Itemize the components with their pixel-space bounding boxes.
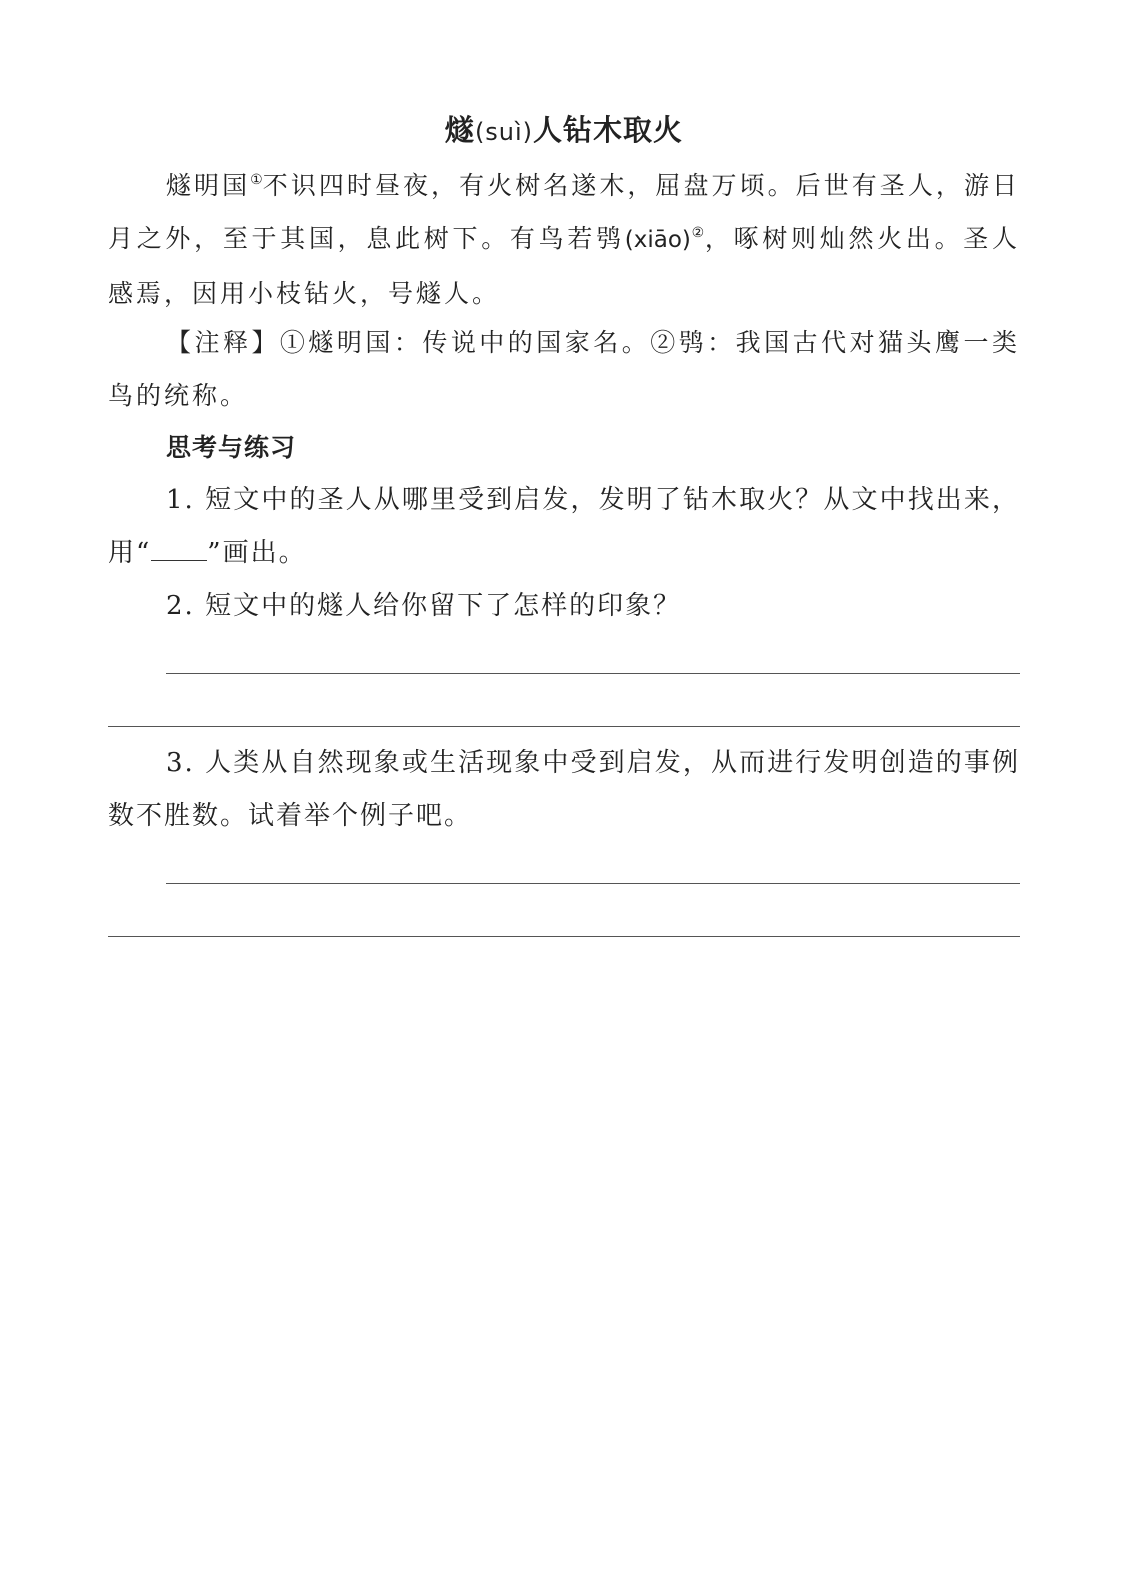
exercise-heading: 思考与练习 [166, 433, 297, 462]
passage-part3: ，啄树则灿然火出。圣人感焉，因用小枝钻火，号燧人。 [108, 224, 1020, 308]
title-rest: 人钻木取火 [533, 113, 684, 147]
title-pinyin: (suì) [474, 118, 534, 146]
question-1-text: 1. 短文中的圣人从哪里受到启发，发明了钻木取火？从文中找出来，用“ [108, 485, 1020, 568]
question-3: 3. 人类从自然现象或生活现象中受到启发，从而进行发明创造的事例数不胜数。试着举个例子吧。 [108, 748, 1020, 831]
page-title [0, 108, 1128, 154]
question-2: 2. 短文中的燧人给你留下了怎样的印象？ [166, 591, 682, 621]
answer-line-q3-2[interactable] [108, 936, 1020, 937]
passage-pinyin: (xiāo) [624, 227, 691, 253]
title-char: 燧 [444, 113, 475, 147]
footnote-marker-2: ② [690, 225, 705, 241]
question-1-tail: ”画出。 [207, 538, 307, 568]
annotation-note: 【注释】①燧明国：传说中的国家名。②鸮：我国古代对猫头鹰一类鸟的统称。 [108, 328, 1020, 410]
answer-blank-underline[interactable] [151, 534, 207, 561]
answer-line-q2-2[interactable] [108, 726, 1020, 727]
answer-line-q3-1[interactable] [166, 883, 1020, 884]
passage-part2: 不识四时昼夜，有火树名遂木，屈盘万顷。后世有圣人，游日月之外，至于其国，息此树下。有鸟若鸮 [108, 171, 1020, 253]
question-1 [108, 474, 1020, 580]
answer-line-q2-1[interactable] [166, 673, 1020, 674]
passage-part1: 燧明国 [166, 171, 251, 200]
passage-paragraph [108, 159, 1020, 320]
footnote-marker-1: ① [250, 172, 263, 188]
